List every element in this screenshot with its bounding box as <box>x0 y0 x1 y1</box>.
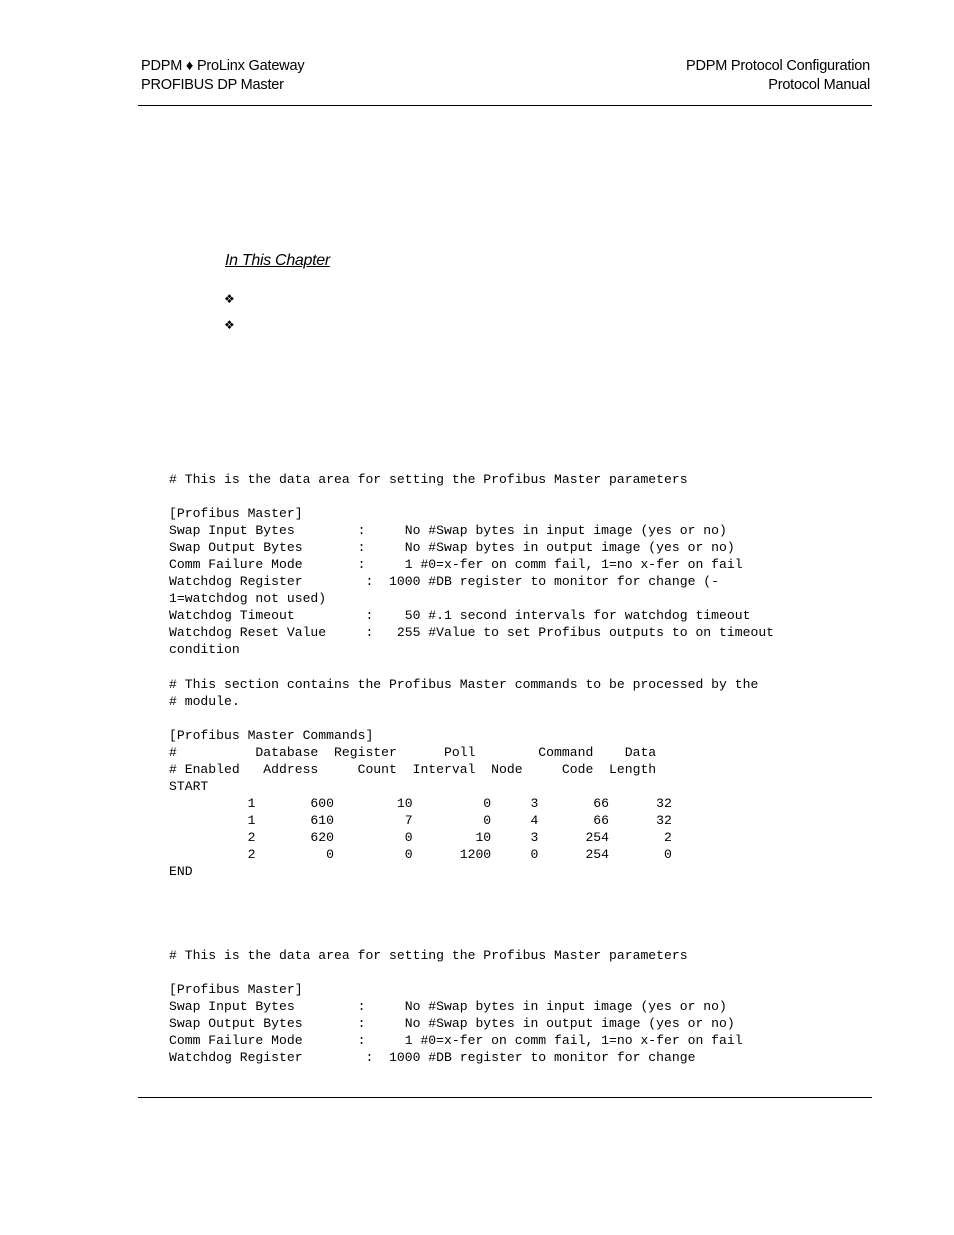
bullet-icon: ❖ <box>224 292 235 306</box>
section-title: PDPM Protocol Configuration <box>686 58 870 74</box>
manual-title: Protocol Manual <box>768 77 870 93</box>
footer-divider <box>138 1097 872 1098</box>
header-right <box>686 57 870 95</box>
config-listing-master-params: # This is the data area for setting the Profibus Master parameters [Profibus Master] Swap Input Bytes : No #Swap bytes in input image (yes or no) Swap Output Bytes : No #Swap bytes in output image (yes or no) Comm Failure Mode : 1 #0=x-fer on comm fail, 1=no x-fer on fail Watchdog Register : 1000 #DB register to monitor for change <box>169 948 743 1066</box>
header-left <box>141 57 304 95</box>
product-subtitle: PROFIBUS DP Master <box>141 77 284 93</box>
chapter-heading: In This Chapter <box>225 252 330 269</box>
header-divider <box>138 105 872 106</box>
config-listing-master-and-commands: # This is the data area for setting the Profibus Master parameters [Profibus Master] Swap Input Bytes : No #Swap bytes in input image (yes or no) Swap Output Bytes : No #Swap bytes in output image (yes or no) Comm Failure Mode : 1 #0=x-fer on comm fail, 1=no x-fer on fail Watchdog Register : 1000 #DB register to monitor for change (- 1=watchdog not used) Watchdog Timeout : 50 #.1 second intervals for watchdog timeout Watchdog Reset Value : 255 #Value to set Profibus outputs to on timeout condition # This section contains the Profibus Master commands to be processed by the # module. [Profibus Master Commands] # Database Register Poll Command Data # Enabled Address Count Interval Node Code Length START 1 600 10 0 3 66 32 1 610 7 0 4 66 32 2 620 0 10 3 254 2 2 0 0 1200 0 254 0 END <box>169 472 775 880</box>
product-title: PDPM ♦ ProLinx Gateway <box>141 58 305 74</box>
bullet-icon: ❖ <box>224 318 235 332</box>
